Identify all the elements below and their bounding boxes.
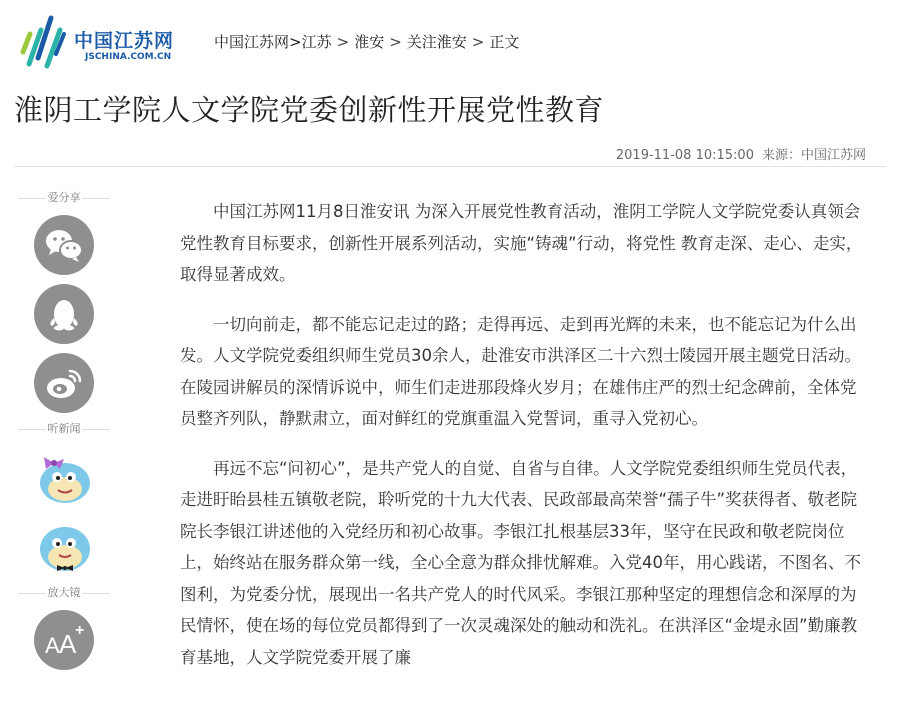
svg-text:A: A: [45, 633, 60, 658]
breadcrumb-separator: >: [471, 33, 485, 51]
listen-section-label: 听新闻: [14, 421, 114, 437]
zoom-section-label: 放大镜: [14, 585, 114, 601]
article-meta: [616, 144, 866, 163]
site-header: [0, 0, 900, 80]
qq-share-button[interactable]: [34, 284, 94, 344]
share-section-label: 爱分享: [14, 190, 114, 206]
article-source: 中国江苏网: [800, 148, 866, 163]
breadcrumb-jiangsu-link[interactable]: 江苏: [301, 33, 332, 51]
breadcrumb-separator: >: [389, 33, 402, 51]
site-logo[interactable]: [18, 12, 188, 70]
title-divider: [14, 166, 886, 167]
logo-text-cn: 中国江苏网: [74, 30, 175, 52]
male-voice-button[interactable]: [32, 513, 96, 577]
wechat-share-button[interactable]: [34, 215, 94, 275]
article-paragraph: 中国江苏网11月8日淮安讯 为深入开展党性教育活动，淮阴工学院人文学院党委认真领会党性教育目标要求，创新性开展系列活动，实施“铸魂”行动，将党性 教育走深、走心、走实，取得显著成效。: [180, 202, 863, 284]
article-source-label: 来源：: [761, 148, 801, 163]
svg-text:A: A: [59, 629, 77, 659]
qq-penguin-icon: [34, 284, 94, 344]
article-paragraph: 一切向前走，都不能忘记走过的路；走得再远、走到再光辉的未来，也不能忘记为什么出发。人文学院党委组织师生党员30余人，赴淮安市洪泽区二十六烈士陵园开展主题党日活动。在陵园讲解员的深情诉说中，师生们走进那段烽火岁月；在雄伟庄严的烈士纪念碑前，全体党员整齐列队，静默肃立，面对鲜红的党旗重温入党誓词，重寻入党初心。: [180, 314, 861, 428]
breadcrumb-separator: >: [336, 33, 350, 51]
wechat-icon: [34, 215, 94, 275]
female-mascot-icon: [32, 443, 96, 507]
weibo-share-button[interactable]: [34, 353, 94, 413]
article-paragraph: 再远不忘“问初心”，是共产党人的自觉、自省与自律。人文学院党委组织师生党员代表，走进盱眙县桂五镇敬老院，聆听党的十九大代表、民政部最高荣誉“孺子牛”奖获得者、敬老院院长李银江讲述他的入党经历和初心故事。李银江扎根基层33年，坚守在民政和敬老院岗位上，始终站在服务群众第一线，全心全意为群众排忧解难。入党40年，用心践诺，不图名、不图利，为党委分忧，展现出一名共产党人的时代风采。李银江那种坚定的理想信念和深厚的为民情怀，使在场的每位党员都得到了一次灵魂深处的触动和洗礼。在洪泽区“金堤永固”勤廉教育基地，人文学院党委开展了廉: [180, 458, 861, 667]
male-mascot-icon: [32, 513, 96, 577]
breadcrumb: [214, 31, 519, 52]
logo-text-en: JSCHINA.COM.CN: [85, 52, 172, 62]
font-size-zoom-button[interactable]: [34, 610, 94, 670]
breadcrumb-current: 正文: [489, 33, 520, 51]
jschina-logo-icon: [18, 12, 70, 70]
breadcrumb-huaian-link[interactable]: 淮安: [354, 33, 385, 51]
article-title: 淮阴工学院人文学院党委创新性开展党性教育: [14, 93, 605, 127]
breadcrumb-home-link[interactable]: 中国江苏网: [214, 33, 290, 51]
svg-text:+: +: [75, 622, 85, 639]
female-voice-button[interactable]: [32, 443, 96, 507]
breadcrumb-focus-link[interactable]: 关注淮安: [406, 33, 467, 51]
share-sidebar: [14, 190, 114, 670]
breadcrumb-separator: >: [289, 33, 302, 51]
article-datetime: 2019-11-08 10:15:00: [615, 148, 754, 163]
weibo-icon: [34, 353, 94, 413]
font-size-increase-icon: [34, 610, 94, 670]
article-body: [180, 196, 870, 691]
